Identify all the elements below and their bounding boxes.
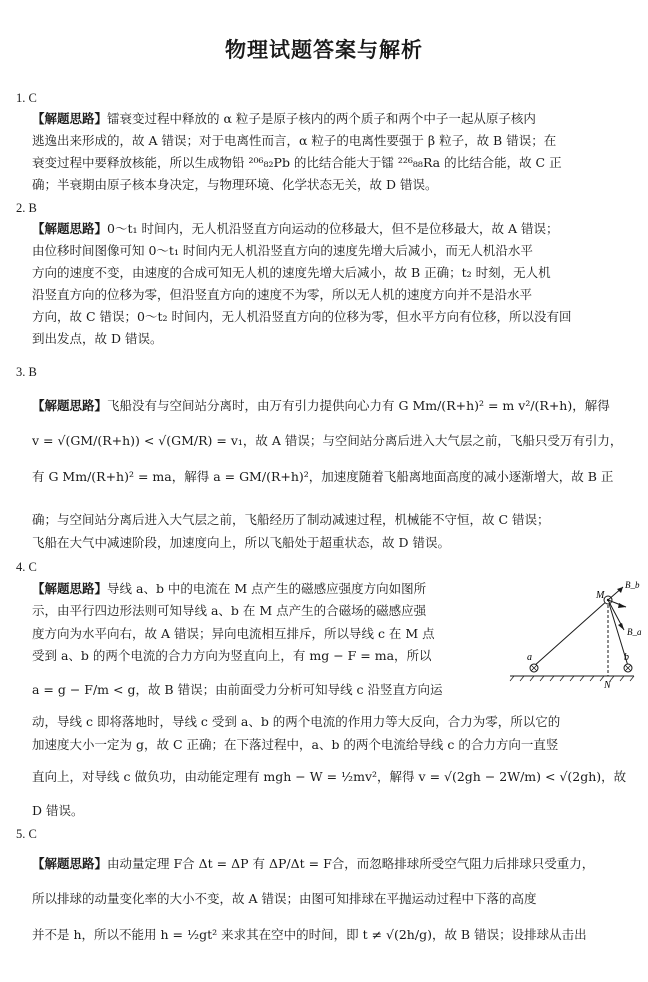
analysis-tag: 【解题思路】: [32, 221, 108, 236]
analysis-tag: 【解题思路】: [32, 581, 108, 596]
answer-line: 由位移时间图像可知 0～t₁ 时间内无人机沿竖直方向的速度先增大后减小，而无人机沿水平: [32, 243, 533, 258]
answer-line: v = √(GM/(R+h)) < √(GM/R) = v₁，故 A 错误；与空间站分离后进入大气层之前，飞船只受万有引力，: [32, 433, 623, 448]
answer-line: 【解题思路】导线 a、b 中的电流在 M 点产生的磁感应强度方向如图所: [32, 581, 427, 596]
answer-line: 逃逸出来形成的，故 A 错误；对于电离性而言，α 粒子的电离性要强于 β 粒子，故 B 错误；在: [32, 133, 557, 148]
answer-line: 方向，故 C 错误；0～t₂ 时间内，无人机沿竖直方向的位移为零，但水平方向有位移，所以没有回: [32, 309, 572, 324]
magnetic-field-diagram: [500, 580, 642, 692]
wire-line: [534, 600, 608, 666]
label-b: b: [624, 652, 629, 663]
question-number: 4. C: [16, 560, 37, 574]
page-title: 物理试题答案与解析: [225, 37, 423, 62]
answer-line: 示，由平行四边形法则可知导线 a、b 在 M 点产生的合磁场的磁感应强: [32, 603, 427, 618]
answer-line: 【解题思路】0～t₁ 时间内，无人机沿竖直方向运动的位移最大，但不是位移最大，故 A 错误；: [32, 221, 559, 236]
answer-line: 受到 a、b 的两个电流的合力方向为竖直向上，有 mg − F = ma，所以: [32, 648, 432, 663]
question-number: 3. B: [16, 365, 37, 379]
label-a: a: [527, 652, 532, 663]
answer-line: 度方向为水平向右，故 A 错误；异向电流相互排斥，所以导线 c 在 M 点: [32, 626, 435, 641]
answer-line: 动，导线 c 即将落地时，导线 c 受到 a、b 的两个电流的作用力等大反向，合力为零，所以它的: [32, 714, 561, 729]
question-number: 2. B: [16, 201, 37, 215]
answer-line: 所以排球的动量变化率的大小不变，故 A 错误；由图可知排球在平抛运动过程中下落的高度: [32, 891, 537, 906]
answer-line: 衰变过程中要释放核能，所以生成物铅 ²⁰⁶₈₂Pb 的比结合能大于镭 ²²⁶₈₈Ra 的比结合能，故 C 正: [32, 155, 562, 170]
answer-line: 【解题思路】飞船没有与空间站分离时，由万有引力提供向心力有 G Mm/(R+h)² = m v²/(R+h)，解得: [32, 398, 610, 413]
answer-line: 有 G Mm/(R+h)² = ma，解得 a = GM/(R+h)²，加速度随着飞船离地面高度的减小逐渐增大，故 B 正: [32, 469, 614, 484]
analysis-tag: 【解题思路】: [32, 856, 108, 871]
answer-line: 确；与空间站分离后进入大气层之前，飞船经历了制动减速过程，机械能不守恒，故 C 错误；: [32, 512, 550, 527]
answer-line: 【解题思路】由动量定理 F合 Δt = ΔP 有 ΔP/Δt = F合，而忽略排球所受空气阻力后排球只受重力，: [32, 856, 595, 871]
answer-line: 到出发点，故 D 错误。: [32, 331, 163, 346]
answer-line: a = g − F/m < g，故 B 错误；由前面受力分析可知导线 c 沿竖直方向运: [32, 682, 443, 697]
answer-line: 沿竖直方向的位移为零，但沿竖直方向的速度不为零，所以无人机的速度方向并不是沿水平: [32, 287, 533, 302]
answer-line: 飞船在大气中减速阶段，加速度向上，所以飞船处于超重状态，故 D 错误。: [32, 535, 450, 550]
analysis-tag: 【解题思路】: [32, 398, 108, 413]
answer-line: 直向上，对导线 c 做负功，由动能定理有 mgh − W = ½mv²，解得 v = √(2gh − 2W/m) < √(2gh)，故: [32, 769, 627, 784]
label-ba: B_a: [627, 627, 642, 637]
question-number: 5. C: [16, 827, 37, 841]
answer-line: 【解题思路】镭衰变过程中释放的 α 粒子是原子核内的两个质子和两个中子一起从原子核内: [32, 111, 536, 126]
label-m: M: [596, 590, 605, 601]
question-number: 1. C: [16, 91, 37, 105]
answer-line: 加速度大小一定为 g，故 C 正确；在下落过程中，a、b 的两个电流给导线 c 的合力方向一直竖: [32, 737, 559, 752]
label-bb: B_b: [625, 580, 640, 590]
answer-line: D 错误。: [32, 803, 84, 818]
analysis-tag: 【解题思路】: [32, 111, 108, 126]
answer-line: 并不是 h，所以不能用 h = ½gt² 来求其在空中的时间，即 t ≠ √(2h/g)，故 B 错误；设排球从击出: [32, 927, 587, 942]
label-n: N: [604, 680, 611, 691]
answer-line: 方向的速度不变，由速度的合成可知无人机的速度先增大后减小，故 B 正确；t₂ 时刻，无人机: [32, 265, 551, 280]
answer-line: 确；半衰期由原子核本身决定，与物理环境、化学状态无关，故 D 错误。: [32, 177, 438, 192]
ground-hatching: [510, 676, 634, 681]
